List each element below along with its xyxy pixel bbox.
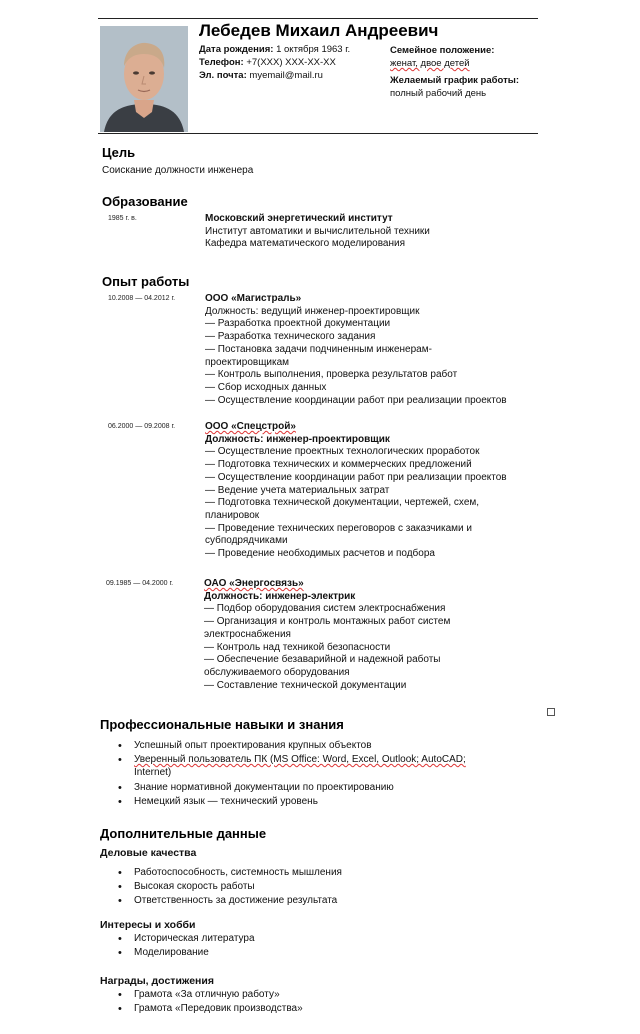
awards-heading: Награды, достижения (100, 975, 214, 987)
awards-list (118, 989, 303, 1017)
job-duty: — Разработка проектной документации (205, 318, 391, 330)
job-position: Должность: инженер-электрик (204, 590, 356, 602)
education-date: 1985 г. в. (108, 215, 137, 222)
marital-label: Семейное положение: (390, 45, 495, 56)
job-duty: — Сбор исходных данных (205, 381, 327, 393)
job-duty: — Контроль над техникой безопасности (204, 641, 391, 653)
job-duty: — Подготовка технической документации, чертежей, схем, (205, 497, 480, 509)
job-duty: — Контроль выполнения, проверка результатов работ (205, 369, 458, 381)
job-entry (205, 293, 545, 407)
job-duty: — Осуществление проектных технологических проработок (205, 446, 480, 458)
email-label: Эл. почта: (199, 70, 247, 81)
job-dates: 09.1985 — 04.2000 г. (106, 580, 174, 587)
portrait-photo (100, 26, 188, 132)
job-duty: — Обеспечение безаварийной и надежной работы (204, 654, 441, 666)
list-item: • Знание нормативной документации по проектированию (118, 782, 466, 795)
experience-heading: Опыт работы (102, 274, 190, 289)
job-duty: — Проведение необходимых расчетов и подбора (205, 548, 435, 560)
job-entry (205, 421, 545, 561)
job-duty: — Постановка задачи подчиненным инженерам- (205, 343, 432, 355)
job-org: ОАО «Энергосвязь» (204, 578, 304, 589)
job-duty: проектировщикам (205, 356, 290, 368)
job-position: Должность: ведущий инженер-проектировщик (205, 305, 420, 317)
qualities-list (118, 867, 342, 909)
additional-heading: Дополнительные данные (100, 826, 267, 841)
education-line: Институт автоматики и вычислительной техники (205, 225, 430, 237)
personal-info-right (390, 44, 519, 100)
job-duty: планировок (205, 509, 260, 521)
job-dates: 10.2008 — 04.2012 г. (108, 295, 176, 302)
job-entry (204, 578, 544, 692)
job-org: ООО «Спецстрой» (205, 421, 296, 432)
job-dates: 06.2000 — 09.2008 г. (108, 423, 176, 430)
schedule-label: Желаемый график работы: (390, 75, 520, 86)
job-duty: — Организация и контроль монтажных работ систем (204, 616, 451, 628)
job-duty: электроснабжения (204, 628, 291, 640)
goal-text: Соискание должности инженера (102, 165, 254, 176)
marital-value: женат, двое детей (390, 58, 470, 69)
education-entry (205, 213, 545, 251)
job-duty: — Подбор оборудования систем электроснабжения (204, 603, 446, 615)
personal-info-left (199, 43, 350, 82)
skills-heading: Профессиональные навыки и знания (100, 717, 344, 732)
phone-value: +7(XXX) XXX-XX-XX (246, 57, 336, 68)
list-item: • Историческая литература (118, 933, 255, 946)
phone-label: Телефон: (199, 57, 244, 68)
birth-label: Дата рождения: (199, 44, 274, 55)
job-duty: — Осуществление координации работ при реализации проектов (205, 471, 507, 483)
job-duty: — Подготовка технических и коммерческих предложений (205, 459, 472, 471)
header-top-rule (98, 18, 538, 19)
interests-heading: Интересы и хобби (100, 919, 196, 931)
interests-list (118, 933, 255, 961)
qualities-heading: Деловые качества (100, 847, 197, 859)
list-item: • Грамота «За отличную работу» (118, 989, 303, 1002)
candidate-name: Лебедев Михаил Андреевич (199, 21, 439, 40)
job-duty: — Ведение учета материальных затрат (205, 484, 390, 496)
education-heading: Образование (102, 194, 188, 209)
job-duty: — Осуществление координации работ при реализации проектов (205, 394, 507, 406)
job-duty: — Разработка технического задания (205, 331, 376, 343)
education-line: Кафедра математического моделирования (205, 238, 406, 250)
goal-heading: Цель (102, 145, 136, 160)
job-duty: субподрядчиками (205, 535, 288, 547)
job-position: Должность: инженер-проектировщик (205, 433, 390, 445)
portrait-illustration (100, 26, 188, 132)
job-duty: — Проведение технических переговоров с заказчиками и (205, 522, 472, 534)
list-item: • Успешный опыт проектирования крупных объектов (118, 740, 466, 753)
header-bottom-rule (98, 133, 538, 134)
list-item: • Работоспособность, системность мышления (118, 867, 342, 880)
list-item: • Ответственность за достижение результата (118, 895, 342, 908)
schedule-value: полный рабочий день (390, 88, 487, 99)
list-item: • Высокая скорость работы (118, 881, 342, 894)
job-org: ООО «Магистраль» (205, 293, 302, 304)
job-duty: — Составление технической документации (204, 679, 407, 691)
list-item: • Моделирование (118, 947, 255, 960)
list-item: • Уверенный пользователь ПК (MS Office: Word, Excel, Outlook; AutoCAD; Internet) (118, 754, 466, 779)
job-duty: обслуживаемого оборудования (204, 666, 350, 678)
skills-list (118, 740, 466, 810)
object-resize-handle[interactable] (547, 708, 555, 716)
email-value[interactable]: myemail@mail.ru (249, 70, 323, 81)
birth-value: 1 октября 1963 г. (276, 44, 351, 55)
list-item: • Грамота «Передовик производства» (118, 1003, 303, 1016)
education-institution: Московский энергетический институт (205, 213, 393, 224)
list-item: • Немецкий язык — технический уровень (118, 796, 466, 809)
